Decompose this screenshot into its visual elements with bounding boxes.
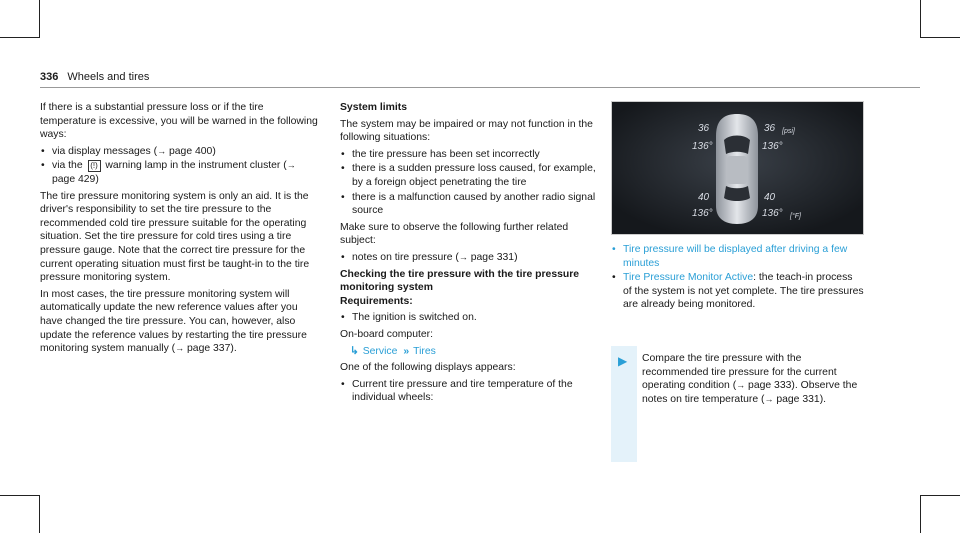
requirements-label: Requirements: — [340, 295, 413, 307]
page-number: 336 — [40, 71, 59, 83]
page-link[interactable]: page 333 — [748, 380, 792, 392]
body-paragraph: Make sure to observe the following further related subject: — [340, 221, 569, 247]
list-item: • there is a malfunction caused by another radio signal source — [340, 191, 602, 218]
list-item: • Current tire pressure and tire temperature of the individual wheels: — [340, 378, 602, 405]
list-item: • notes on tire pressure (→ page 331) — [340, 251, 602, 265]
list-item: • the tire pressure has been set incorrectly — [340, 148, 602, 162]
temperature-unit: [°F] — [790, 213, 801, 220]
menu-item-tires[interactable]: Tires — [413, 345, 436, 357]
list-item: • Tire pressure will be displayed after driving a few minutes — [611, 243, 864, 270]
page-link[interactable]: page 400 — [169, 145, 213, 157]
front-right-temperature: 136° — [762, 141, 783, 152]
instruction-text: Compare the tire pressure with the recommended tire pressure for the current operating condition (→ page 333). Observe the notes on tire temperature (→ page 331). — [642, 353, 858, 405]
body-paragraph: One of the following displays appears: — [340, 362, 516, 374]
list-item: • The ignition is switched on. — [340, 311, 602, 325]
rear-right-pressure: 40 — [764, 192, 776, 203]
column-3 — [611, 101, 864, 315]
list-item: • via display messages (→ page 400) — [40, 145, 318, 159]
warning-list — [40, 145, 318, 187]
rear-left-pressure: 40 — [698, 192, 710, 203]
return-arrow-icon: ↳ — [350, 345, 359, 357]
list-item: • via the (!) warning lamp in the instrument cluster (→ page 429) — [40, 159, 318, 186]
intro-paragraph: If there is a substantial pressure loss or if the tire temperature is excessive, you will be warned in the following ways: — [40, 102, 318, 141]
column-1 — [40, 101, 318, 359]
related-list — [340, 251, 602, 265]
status-list — [611, 243, 864, 312]
list-item: • Tire Pressure Monitor Active: the teach-in process of the system is not yet complete. The tire pressures are already being monitored. — [611, 271, 864, 312]
body-paragraph: The system may be impaired or may not function in the following situations: — [340, 118, 593, 144]
section-heading: System limits — [340, 102, 407, 113]
crop-mark — [920, 0, 921, 38]
front-right-pressure: 36 — [764, 123, 776, 134]
section-heading: Checking the tire pressure with the tire pressure monitoring system — [340, 268, 580, 294]
display-list — [340, 378, 602, 405]
column-2 — [340, 101, 602, 408]
tire-pressure-display — [611, 101, 864, 235]
crop-mark — [0, 495, 40, 496]
pressure-unit: [psi] — [782, 128, 795, 135]
crop-mark — [0, 37, 40, 38]
body-paragraph: The tire pressure monitoring system is only an aid. It is the driver's responsibility to set the tire pressure to the recommended cold tire pressure suitable for the operating situation. Set the tire pressure for cold tires using a tire pressure gauge. Note that the correct tire pressure for the current operating situation must first be taught-in to the tire pressure monitoring system. — [40, 190, 310, 284]
crop-mark — [39, 0, 40, 38]
rear-left-temperature: 136° — [692, 208, 713, 219]
menu-path — [340, 345, 602, 359]
page-link[interactable]: page 331 — [776, 393, 820, 405]
menu-item-service[interactable]: Service — [362, 345, 398, 357]
instruction-arrow-icon: ▶ — [618, 354, 628, 368]
requirements-list — [340, 311, 602, 325]
body-paragraph: In most cases, the tire pressure monitoring system will automatically update the new reference values after you have changed the tire pressure. You can, however, also update the reference values by restarting the tire pressure monitoring system manually (→ page 337). — [40, 288, 307, 355]
section-title: Wheels and tires — [67, 71, 150, 83]
tire-pressure-warning-icon: (!) — [88, 160, 101, 172]
front-left-pressure: 36 — [698, 123, 710, 134]
list-item: • there is a sudden pressure loss caused, for example, by a foreign object penetrating the tire — [340, 162, 602, 189]
limits-list — [340, 148, 602, 218]
crop-mark — [39, 495, 40, 533]
header-rule — [40, 87, 920, 88]
page-link[interactable]: page 337 — [187, 343, 231, 355]
front-left-temperature: 136° — [692, 141, 713, 152]
page-link[interactable]: page 429 — [52, 173, 96, 185]
crop-mark — [920, 495, 960, 496]
crop-mark — [920, 495, 921, 533]
rear-right-temperature: 136° — [762, 208, 783, 219]
onboard-label: On-board computer: — [340, 328, 433, 340]
chevron-right-icon: » — [403, 345, 410, 357]
crop-mark — [920, 37, 960, 38]
car-top-view-icon — [612, 102, 863, 234]
page-header — [40, 71, 149, 83]
page-link[interactable]: page 331 — [470, 251, 515, 263]
